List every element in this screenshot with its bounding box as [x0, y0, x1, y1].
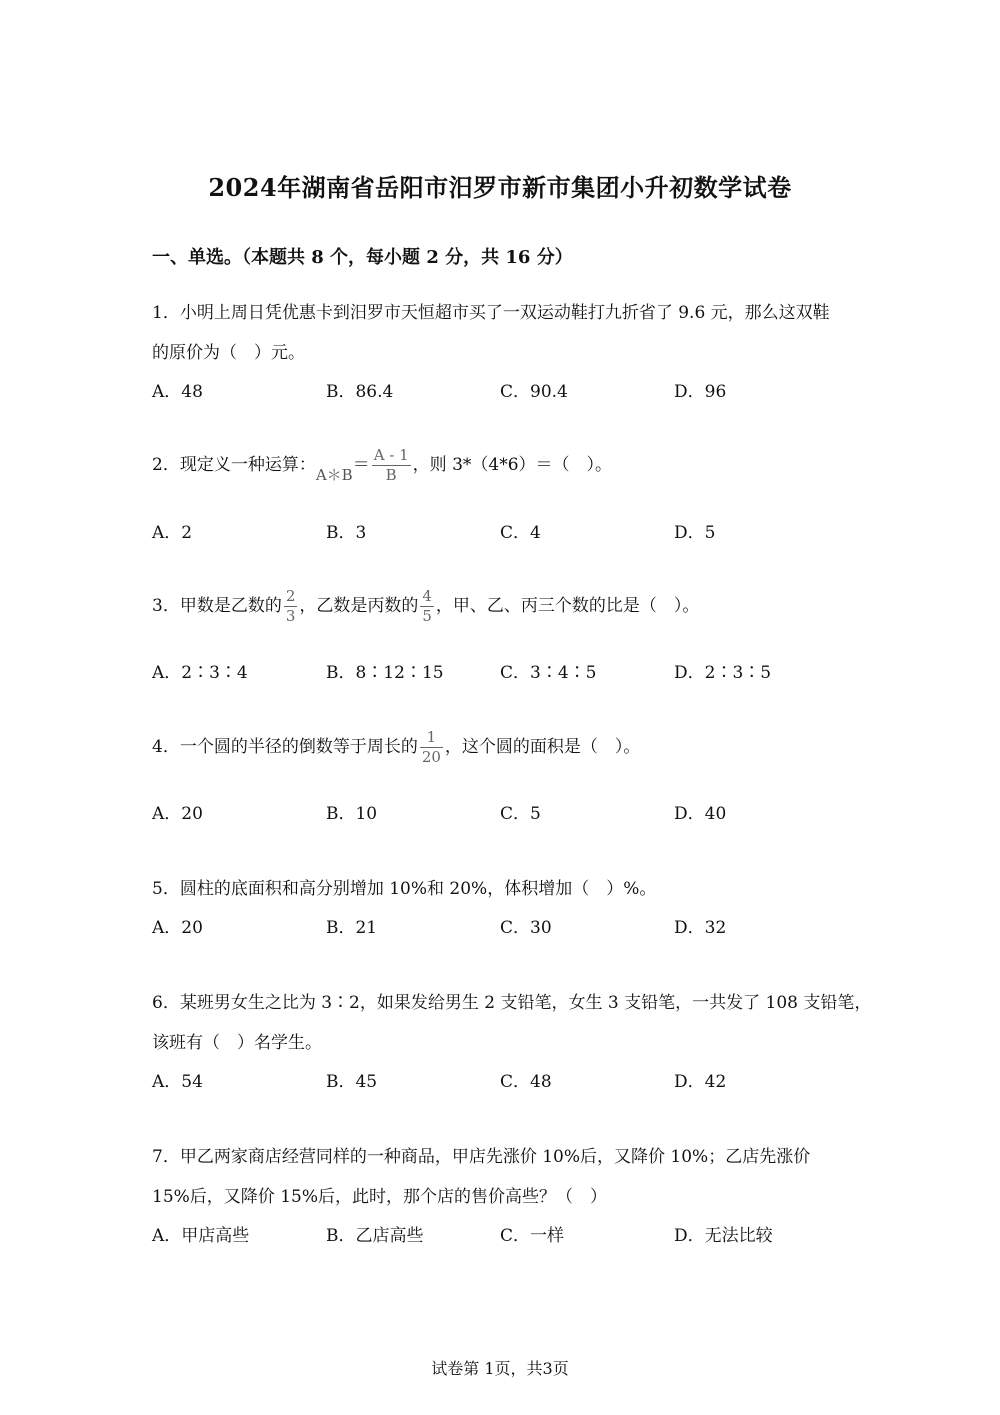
- option-c: C．一样: [500, 1226, 565, 1246]
- formula-lhs: A＊B: [315, 466, 353, 484]
- formula-fraction: [372, 448, 411, 483]
- formula-equals: ＝: [352, 455, 370, 475]
- option-b: B．10: [326, 804, 378, 824]
- fraction-numerator: A - 1: [373, 446, 409, 464]
- fraction-denominator: 5: [422, 607, 432, 625]
- fraction-one-twentieth: [420, 730, 443, 765]
- question-7-options: [152, 1221, 852, 1247]
- fraction-numerator: 4: [422, 587, 432, 605]
- question-3-suffix: ，甲、乙、丙三个数的比是（ ）。: [435, 596, 700, 616]
- question-6-line-2: 该班有（ ）名学生。: [152, 1033, 322, 1053]
- option-a: A．2: [152, 523, 193, 543]
- fraction-two-thirds: [284, 589, 298, 624]
- option-b: B．乙店高些: [326, 1226, 424, 1246]
- option-c: C．5: [500, 804, 541, 824]
- option-a: A．甲店高些: [152, 1226, 250, 1246]
- option-c: C．48: [500, 1072, 552, 1092]
- exam-title: 2024年湖南省岳阳市汨罗市新市集团小升初数学试卷: [208, 173, 792, 202]
- question-6-line-1: 6．某班男女生之比为 3∶2，如果发给男生 2 支铅笔，女生 3 支铅笔，一共发了 108 支铅笔，: [152, 993, 872, 1013]
- question-3-prefix: 3．甲数是乙数的: [152, 596, 282, 616]
- section-heading: 一、单选。（本题共 8 个，每小题 2 分，共 16 分）: [152, 247, 573, 268]
- question-1-options: [152, 377, 852, 403]
- option-a: A．20: [152, 804, 203, 824]
- question-2-line-1: [152, 448, 612, 483]
- option-d: D．32: [674, 918, 727, 938]
- question-7-line-1: 7．甲乙两家商店经营同样的一种商品，甲店先涨价 10%后，又降价 10%；乙店先涨价: [152, 1147, 811, 1167]
- fraction-four-fifths: [420, 589, 434, 624]
- option-d: D．42: [674, 1072, 727, 1092]
- question-3-options: [152, 658, 852, 684]
- question-1-line-2: 的原价为（ ）元。: [152, 343, 305, 363]
- fraction-denominator: B: [385, 466, 397, 484]
- question-6-options: [152, 1067, 852, 1093]
- option-a: A．54: [152, 1072, 203, 1092]
- option-b: B．8∶12∶15: [326, 663, 444, 683]
- question-5-options: [152, 913, 852, 939]
- option-d: D．无法比较: [674, 1226, 773, 1246]
- option-d: D．96: [674, 382, 727, 402]
- fraction-numerator: 2: [285, 587, 296, 605]
- fraction-numerator: 1: [420, 730, 443, 748]
- question-2-suffix: ，则 3*（4*6）＝（ ）。: [412, 455, 613, 475]
- fraction-denominator: 3: [285, 607, 296, 625]
- option-a: A．20: [152, 918, 203, 938]
- option-c: C．3∶4∶5: [500, 663, 597, 683]
- option-b: B．3: [326, 523, 367, 543]
- option-d: D．2∶3∶5: [674, 663, 772, 683]
- option-c: C．30: [500, 918, 552, 938]
- question-1-line-1: 1．小明上周日凭优惠卡到汨罗市天恒超市买了一双运动鞋打九折省了 9.6 元，那么这双鞋: [152, 303, 830, 323]
- question-2-options: [152, 518, 852, 544]
- option-b: B．45: [326, 1072, 378, 1092]
- question-4-prefix: 4．一个圆的半径的倒数等于周长的: [152, 737, 418, 757]
- question-4-options: [152, 799, 852, 825]
- question-3-mid: ，乙数是丙数的: [299, 596, 419, 616]
- option-d: D．40: [674, 804, 727, 824]
- question-5-line-1: 5．圆柱的底面积和高分别增加 10%和 20%，体积增加（ ）%。: [152, 879, 657, 899]
- page-footer: 试卷第 1页，共3页: [431, 1359, 569, 1378]
- option-d: D．5: [674, 523, 716, 543]
- question-4-line-1: [152, 730, 640, 765]
- option-c: C．4: [500, 523, 541, 543]
- option-b: B．21: [326, 918, 378, 938]
- option-a: A．48: [152, 382, 203, 402]
- question-7-line-2: 15%后，又降价 15%后，此时，那个店的售价高些？（ ）: [152, 1187, 607, 1207]
- fraction-denominator: 20: [421, 748, 441, 766]
- question-2-prefix: 2．现定义一种运算：: [152, 455, 316, 475]
- option-a: A．2∶3∶4: [152, 663, 248, 683]
- question-3-line-1: [152, 589, 699, 624]
- question-4-suffix: ，这个圆的面积是（ ）。: [444, 737, 641, 757]
- option-b: B．86.4: [326, 382, 394, 402]
- option-c: C．90.4: [500, 382, 568, 402]
